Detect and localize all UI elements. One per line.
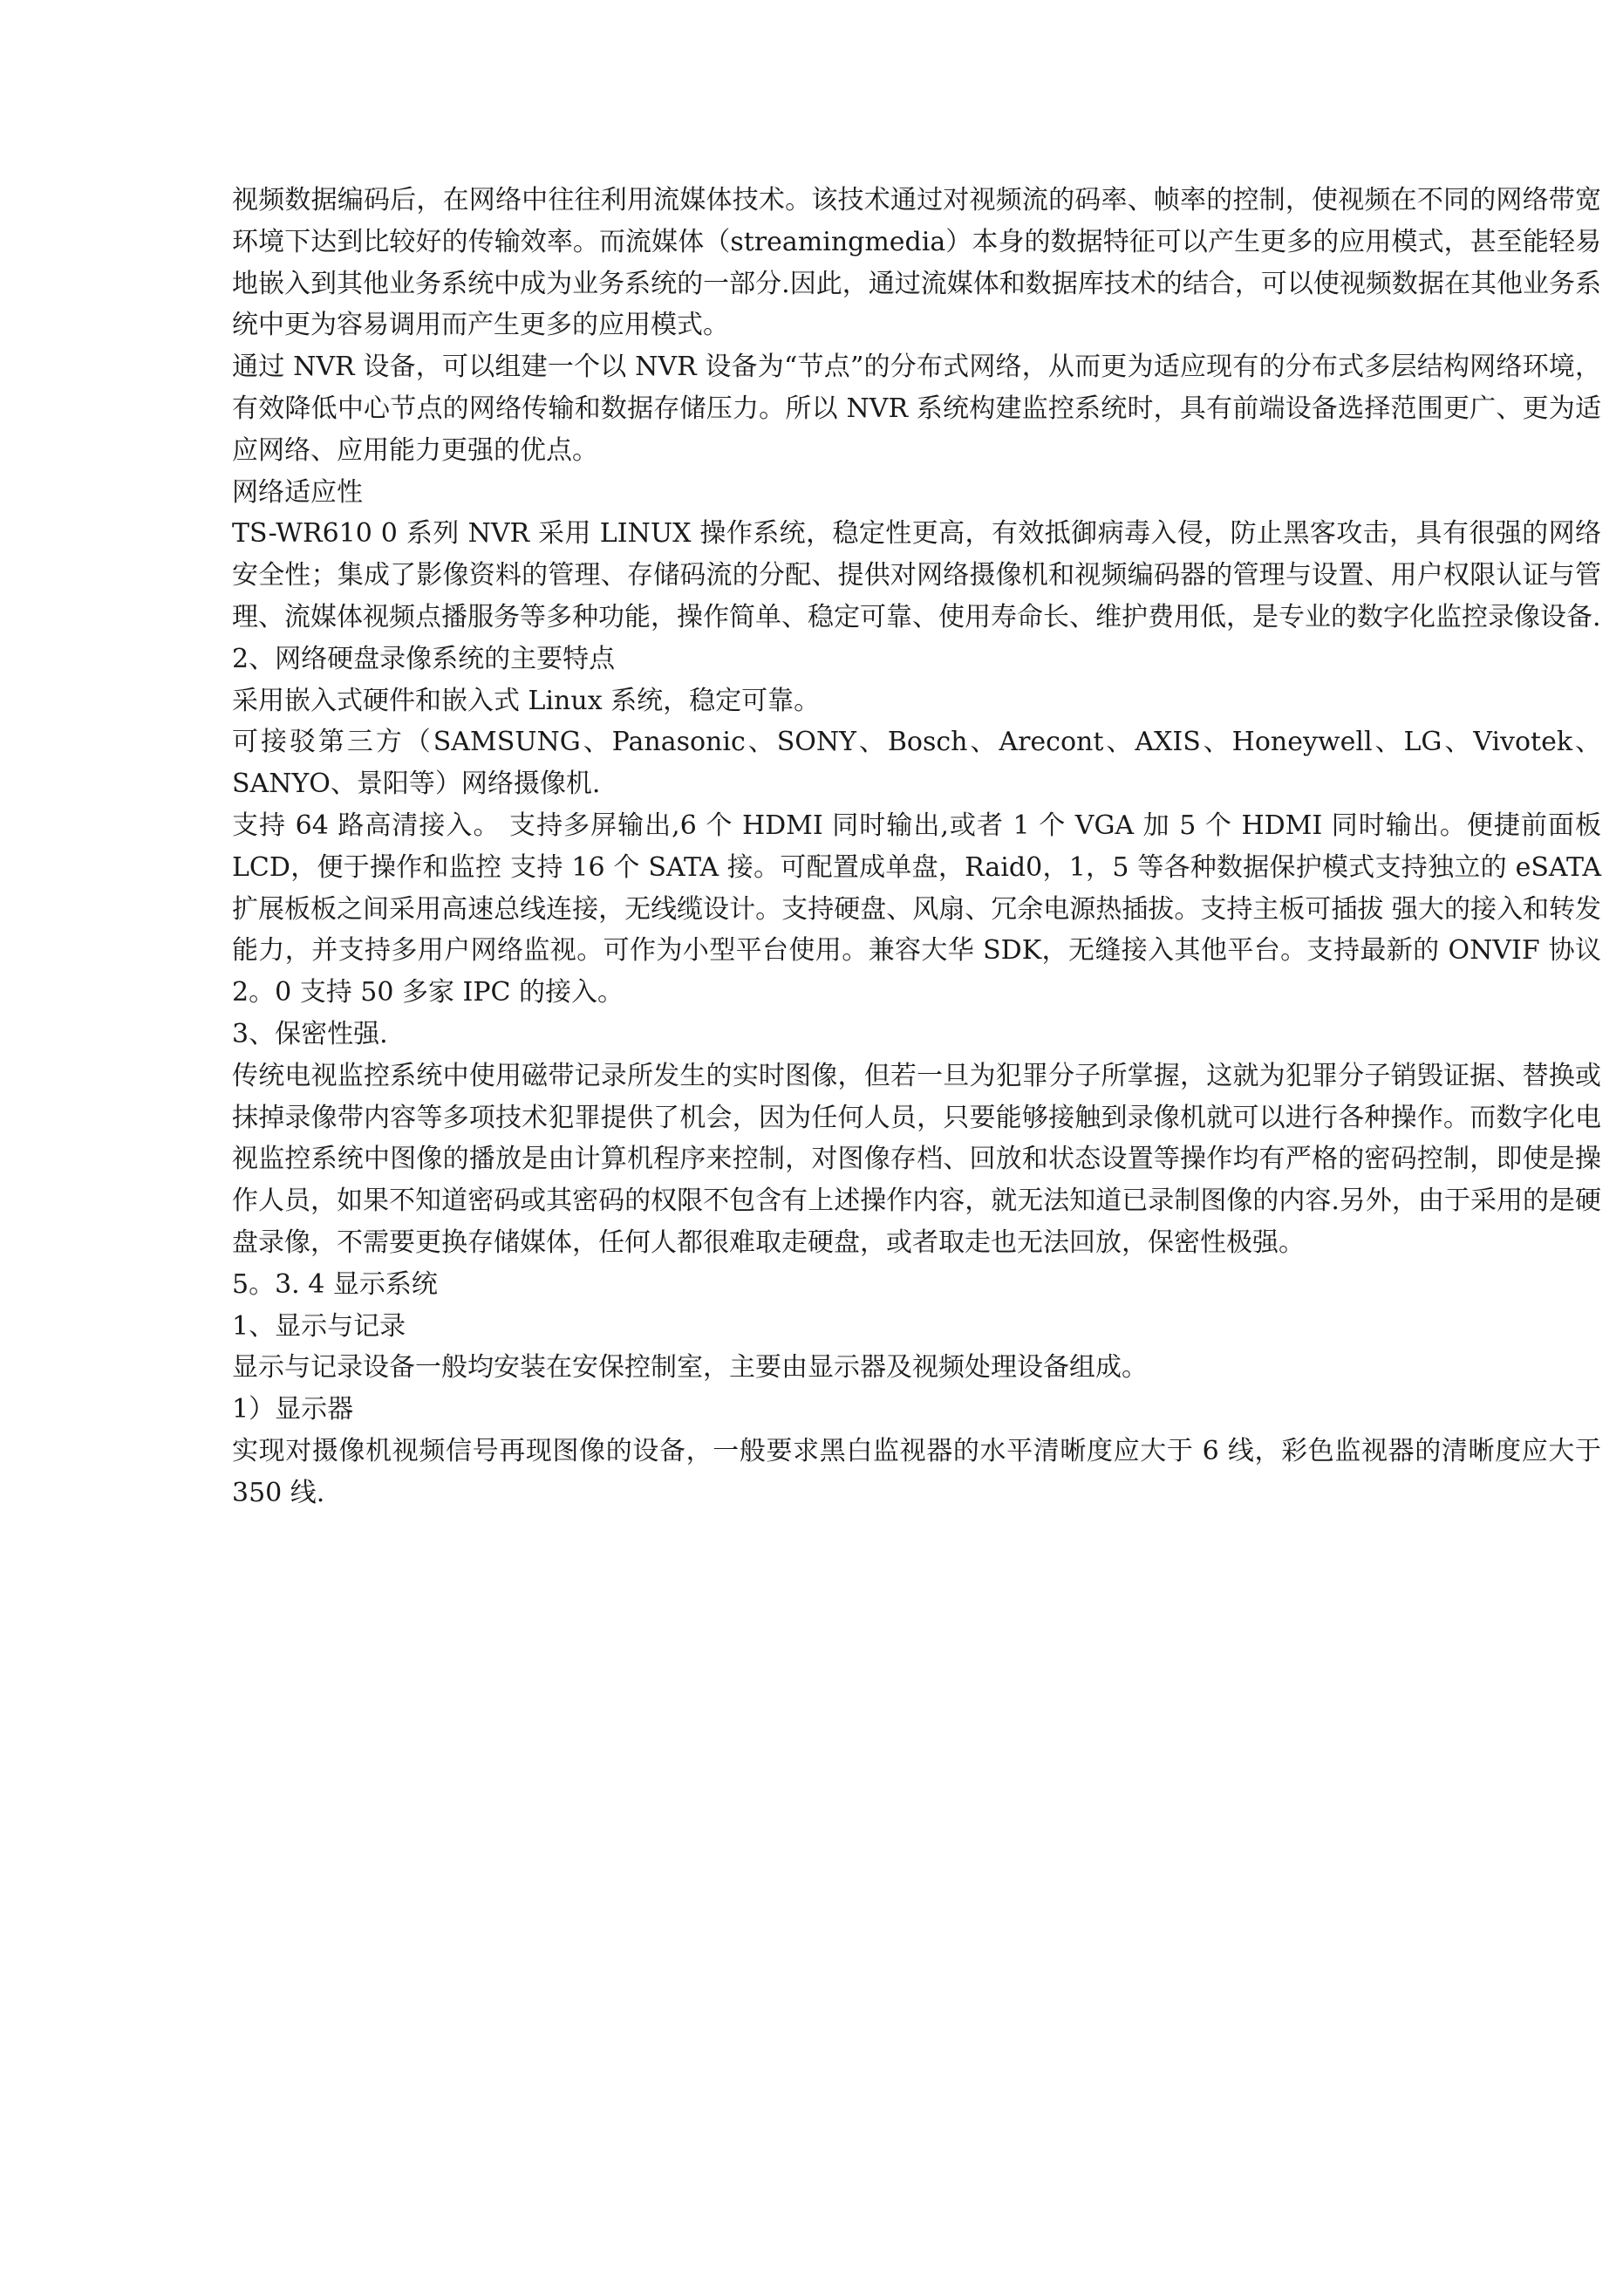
heading-monitor: 1）显示器 <box>232 1394 354 1425</box>
heading-display-system: 5。3. 4 显示系统 <box>232 1268 438 1300</box>
document-body <box>232 180 1601 1514</box>
paragraph-nvr-network: 通过 NVR 设备，可以组建一个以 NVR 设备为“节点”的分布式网络，从而更为适应现有的分布式多层结构网络环境，有效降低中心节点的网络传输和数据存储压力。所以 NVR 系统构建监控系统时，具有前端设备选择范围更广、更为适应网络、应用能力更强的优点。 <box>232 352 1601 466</box>
paragraph-streaming-media: 视频数据编码后，在网络中往往利用流媒体技术。该技术通过对视频流的码率、帧率的控制，使视频在不同的网络带宽环境下达到比较好的传输效率。而流媒体（streamingmedia）本身的数据特征可以产生更多的应用模式，甚至能轻易地嵌入到其他业务系统中成为业务系统的一部分.因此，通过流媒体和数据库技术的结合，可以使视频数据在其他业务系统中更为容易调用而产生更多的应用模式。 <box>232 185 1601 341</box>
paragraph-monitor-resolution: 实现对摄像机视频信号再现图像的设备，一般要求黑白监视器的水平清晰度应大于 6 线，彩色监视器的清晰度应大于 350 线. <box>232 1435 1601 1508</box>
heading-security: 3、保密性强. <box>232 1018 388 1049</box>
paragraph-embedded-linux: 采用嵌入式硬件和嵌入式 Linux 系统，稳定可靠。 <box>232 685 821 716</box>
paragraph-nvr-linux: TS-WR610 0 系列 NVR 采用 LINUX 操作系统，稳定性更高，有效抵御病毒入侵，防止黑客攻击，具有很强的网络安全性；集成了影像资料的管理、存储码流的分配、提供对网络摄像机和视频编码器的管理与设置、用户权限认证与管理、流媒体视频点播服务等多种功能，操作简单、稳定可靠、使用寿命长、维护费用低，是专业的数字化监控录像设备. <box>232 518 1601 632</box>
heading-network-adaptability: 网络适应性 <box>232 476 363 508</box>
paragraph-security-details: 传统电视监控系统中使用磁带记录所发生的实时图像，但若一旦为犯罪分子所掌握，这就为犯罪分子销毁证据、替换或抹掉录像带内容等多项技术犯罪提供了机会，因为任何人员，只要能够接触到录像机就可以进行各种操作。而数字化电视监控系统中图像的播放是由计算机程序来控制，对图像存档、回放和状态设置等操作均有严格的密码控制，即使是操作人员，如果不知道密码或其密码的权限不包含有上述操作内容，就无法知道已录制图像的内容.另外，由于采用的是硬盘录像，不需要更换存储媒体，任何人都很难取走硬盘，或者取走也无法回放，保密性极强。 <box>232 1060 1601 1258</box>
paragraph-third-party-cameras: 可接驳第三方（SAMSUNG、Panasonic、SONY、Bosch、Arecont、AXIS、Honeywell、LG、Vivotek、SANYO、景阳等）网络摄像机. <box>232 727 1601 800</box>
heading-display-and-record: 1、显示与记录 <box>232 1310 406 1342</box>
paragraph-hd-support: 支持 64 路高清接入。 支持多屏输出,6 个 HDMI 同时输出,或者 1 个 VGA 加 5 个 HDMI 同时输出。便捷前面板 LCD，便于操作和监控 支持 16 个 SATA 接。可配置成单盘，Raid0，1，5 等各种数据保护模式支持独立的 eSATA 扩展板板之间采用高速总线连接，无线缆设计。支持硬盘、风扇、冗余电源热插拔。支持主板可插拔 强大的接入和转发能力，并支持多用户网络监视。可作为小型平台使用。兼容大华 SDK，无缝接入其他平台。支持最新的 ONVIF 协议 2。0 支持 50 多家 IPC 的接入。 <box>232 810 1601 1008</box>
paragraph-display-equipment: 显示与记录设备一般均安装在安保控制室，主要由显示器及视频处理设备组成。 <box>232 1352 1148 1384</box>
heading-main-features: 2、网络硬盘录像系统的主要特点 <box>232 643 616 674</box>
